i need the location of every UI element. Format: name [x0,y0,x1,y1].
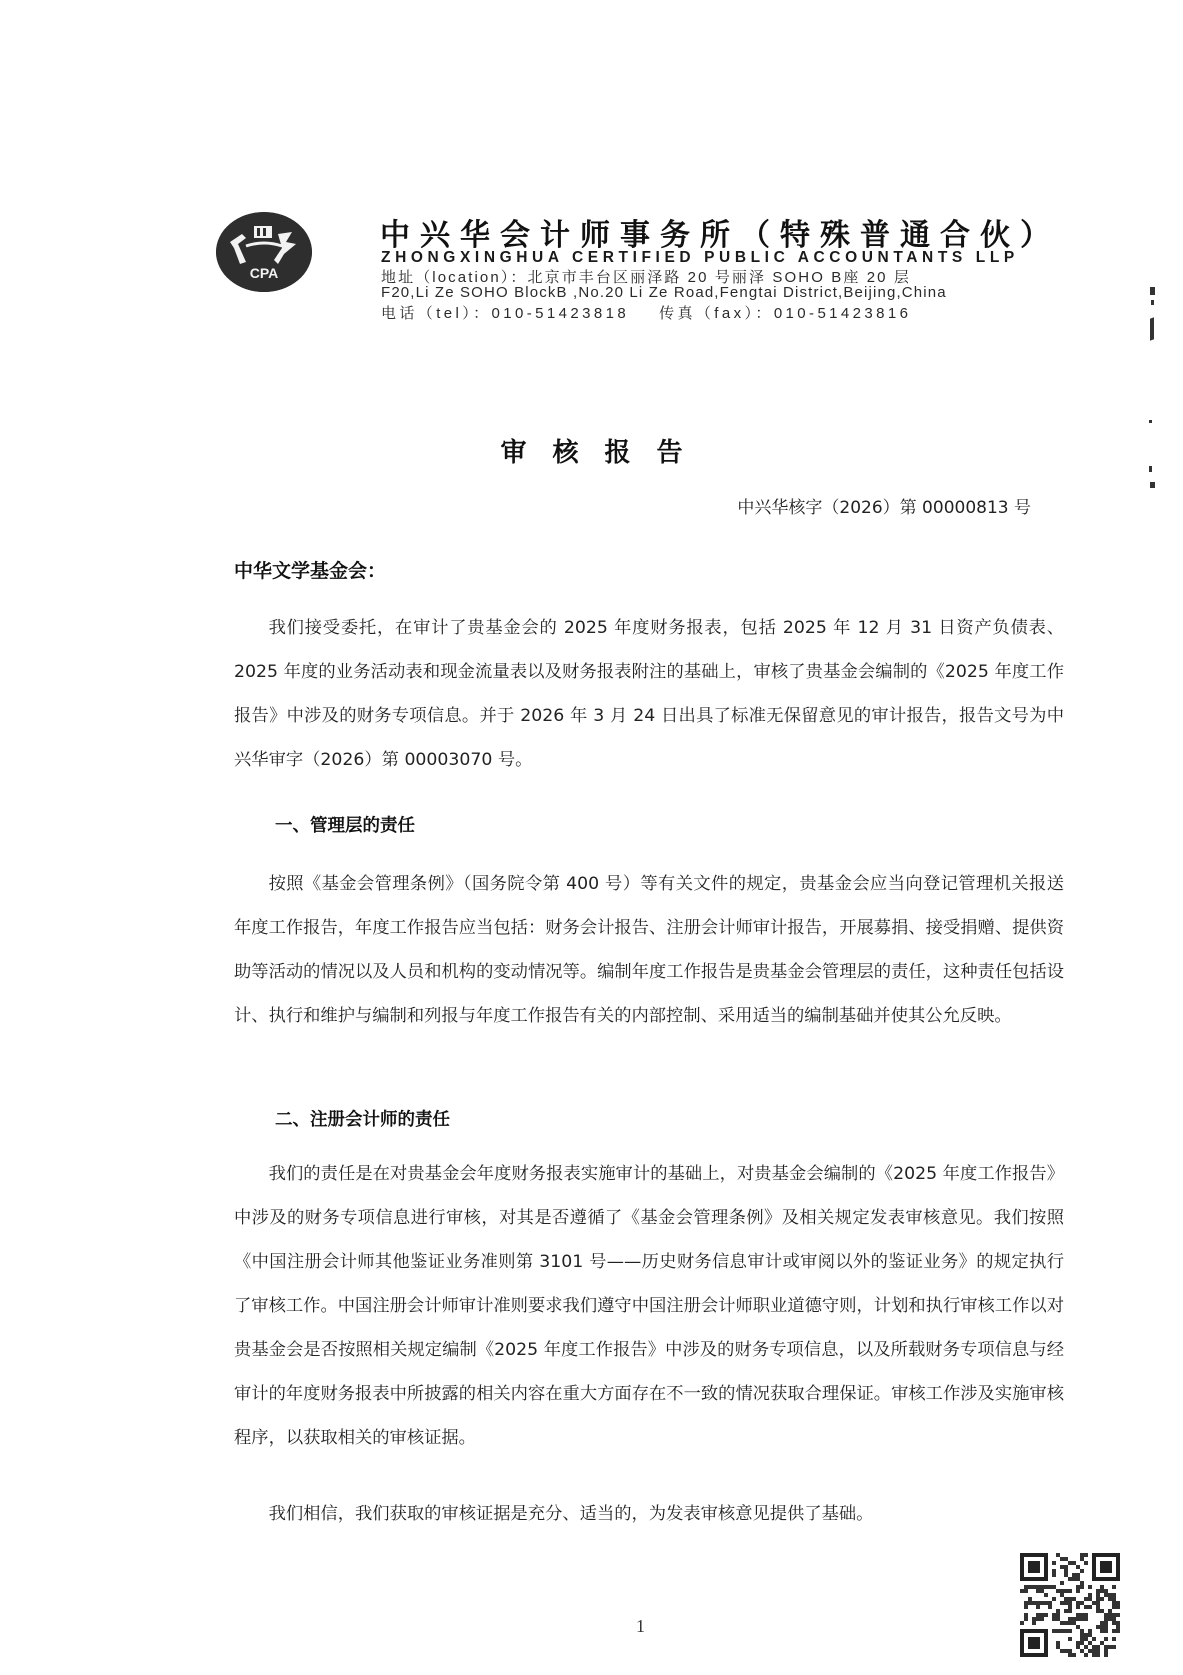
contact-line [381,302,911,323]
paragraph-intro: 我们接受委托，在审计了贵基金会的 2025 年度财务报表，包括 2025 年 12 月 31 日资产负债表、2025 年度的业务活动表和现金流量表以及财务报表附注的基础上，审核了贵基金会编制的《2025 年度工作报告》中涉及的财务专项信息。并于 2026 年 3 月 24 日出具了标准无保留意见的审计报告，报告文号为中兴华审字（2026）第 00003070 号。 [234,618,1064,770]
paragraph-closing: 我们相信，我们获取的审核证据是充分、适当的，为发表审核意见提供了基础。 [268,1504,874,1524]
scan-mark [1150,317,1154,340]
logo-text: CPA [249,265,279,281]
paragraph-cpa-responsibility: 我们的责任是在对贵基金会年度财务报表实施审计的基础上，对贵基金会编制的《2025 年度工作报告》中涉及的财务专项信息进行审核，对其是否遵循了《基金会管理条例》及相关规定发表审核意见。我们按照《中国注册会计师其他鉴证业务准则第 3101 号——历史财务信息审计或审阅以外的鉴证业务》的规定执行了审核工作。中国注册会计师审计准则要求我们遵守中国注册会计师职业道德守则，计划和执行审核工作以对贵基金会是否按照相关规定编制《2025 年度工作报告》中涉及的财务专项信息，以及所载财务专项信息与经审计的年度财务报表中所披露的相关内容在重大方面存在不一致的情况获取合理保证。审核工作涉及实施审核程序，以获取相关的审核证据。 [234,1164,1064,1448]
scan-mark [1151,300,1154,305]
document-title: 审核报告 [500,438,709,468]
address-cn: 地址（location）：北京市丰台区丽泽路 20 号丽泽 SOHO B座 20 层 [381,269,911,286]
reference-number: 中兴华核字（2026）第 00000813 号 [737,498,1031,518]
section-heading-cpa: 二、注册会计师的责任 [275,1110,450,1130]
address-en: F20,Li Ze SOHO BlockB ,No.20 Li Ze Road,Fengtai District,Beijing,China [381,284,947,301]
scan-mark [1149,420,1152,423]
addressee: 中华文学基金会： [234,560,387,582]
firm-logo-icon [216,212,312,292]
scan-mark [1149,466,1152,472]
scan-mark [1150,482,1155,488]
firm-name-en: ZHONGXINGHUA CERTIFIED PUBLIC ACCOUNTANTS LLP [381,249,1019,266]
qr-code-icon [1020,1552,1120,1658]
paragraph-management-responsibility: 按照《基金会管理条例》（国务院令第 400 号）等有关文件的规定，贵基金会应当向登记管理机关报送年度工作报告，年度工作报告应当包括：财务会计报告、注册会计师审计报告，开展募捐、接受捐赠、提供资助等活动的情况以及人员和机构的变动情况等。编制年度工作报告是贵基金会管理层的责任，这种责任包括设计、执行和维护与编制和列报与年度工作报告有关的内部控制、采用适当的编制基础并使其公允反映。 [234,874,1064,1026]
telephone: 电话（tel）：010-51423818 [381,305,630,322]
page-number: 1 [636,1616,645,1636]
scan-mark [1150,287,1155,295]
section-heading-management: 一、管理层的责任 [275,816,415,836]
fax: 传真（fax）：010-51423816 [659,305,912,322]
firm-name-cn: 中兴华会计师事务所（特殊普通合伙） [380,218,1060,253]
